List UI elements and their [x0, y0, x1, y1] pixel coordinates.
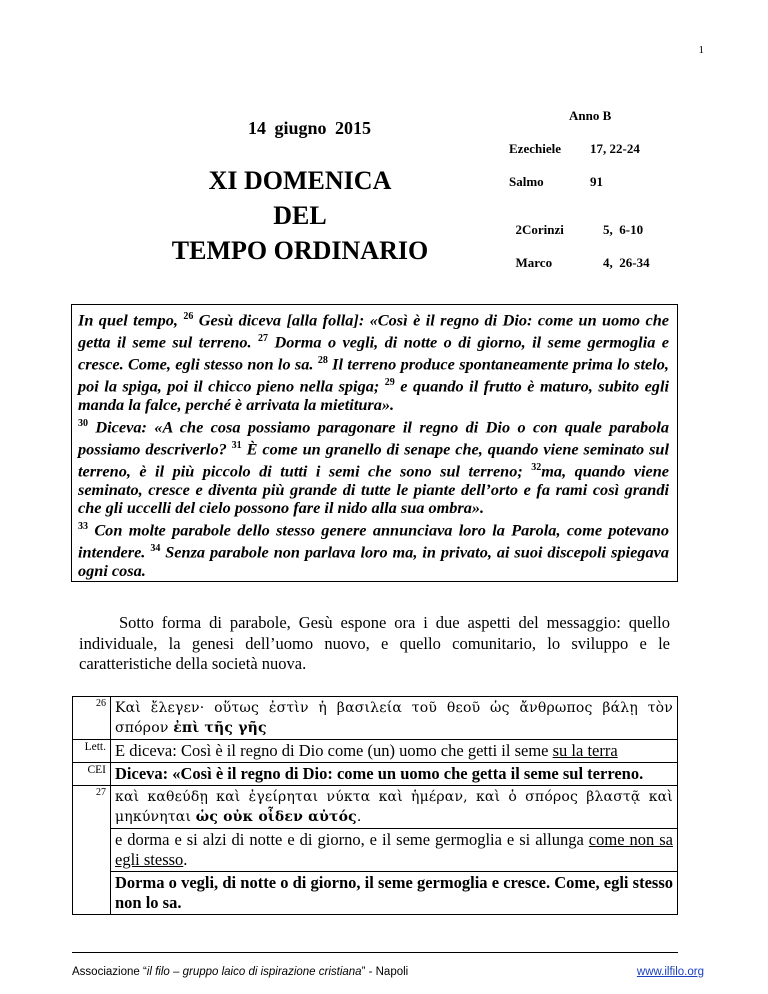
- verse-number: 31: [231, 439, 242, 451]
- gospel-text: È come un granello di senape che, quando viene seminato sul terreno, è il più piccolo di tutti i semi che sono sul terreno;: [78, 439, 669, 481]
- footer-text: Associazione “: [72, 966, 147, 978]
- title-line-1: XI DOMENICA: [208, 166, 392, 195]
- gospel-text: Il terreno produce spontaneamente prima lo stelo, poi la spiga, poi il chicco pieno nella spiga;: [78, 354, 669, 396]
- gospel-text: ma, quando viene seminato, cresce e diventa più grande di tutte le piante dell’orto e fa rami così grandi che gli uccelli del cielo possono fare il nido alla sua ombra».: [78, 461, 669, 518]
- verse-number: 28: [317, 355, 328, 367]
- lett-label: Lett.: [73, 740, 111, 763]
- table-row: [73, 763, 678, 786]
- literal-text-underlined: su la terra: [552, 741, 618, 760]
- greek-text-part: Καὶ ἔλεγεν· οὕτως ἐστὶν ἡ βασιλεία τοῦ θεοῦ ὡς ἄνθρωπος βάλῃ τὸν σπόρον: [115, 700, 673, 736]
- footer-text: ” - Napoli: [361, 966, 409, 978]
- literal-translation: [111, 740, 678, 763]
- gospel-text: Con molte parabole dello stesso genere annunciava loro la Parola, come potevano intendere.: [78, 520, 669, 562]
- reading-row: [509, 174, 603, 190]
- greek-text-part: .: [356, 809, 362, 825]
- verse-label: [73, 697, 111, 740]
- table-row: [73, 829, 678, 872]
- verse-number: 32: [531, 461, 542, 473]
- gospel-text: Gesù diceva [alla folla]: «Così è il regno di Dio: come un uomo che getta il seme sul terreno.: [78, 310, 669, 352]
- website-link[interactable]: www.ilfilo.org: [636, 966, 704, 978]
- reading-book: Salmo: [509, 174, 544, 189]
- reading-row: [509, 239, 650, 271]
- literal-translation: [111, 829, 678, 872]
- table-row: [73, 872, 678, 915]
- page-title: [150, 163, 450, 268]
- verse-number: 27: [96, 787, 106, 798]
- reading-ref: 17, 22-24: [590, 141, 640, 156]
- reading-ref: 4, 26-34: [596, 255, 650, 270]
- gospel-text: In quel tempo,: [78, 310, 184, 330]
- gospel-text: e quando il frutto è maturo, subito egli manda la falce, perché è arrivata la mietitura».: [78, 376, 669, 415]
- footer-association-name: il filo – gruppo laico di ispirazione cristiana: [146, 966, 362, 978]
- greek-text-highlight: ἐπὶ τῆς γῆς: [173, 720, 267, 736]
- gospel-text: Dorma o vegli, di notte o di giorno, il seme germoglia e cresce. Come, egli stesso non lo sa.: [78, 332, 670, 374]
- verse-number: 33: [78, 520, 88, 532]
- cei-translation: Diceva: «Così è il regno di Dio: come un uomo che getta il seme sul terreno.: [111, 763, 678, 786]
- literal-text-underlined: come non sa egli stesso: [115, 830, 673, 869]
- reading-book: 2Corinzi: [515, 222, 564, 237]
- verse-number: 34: [150, 542, 161, 554]
- verse-number: 29: [384, 377, 395, 389]
- literal-text-part: .: [183, 850, 188, 869]
- verse-comparison-table: [72, 696, 678, 915]
- intro-paragraph: Sotto forma di parabole, Gesù espone ora i due aspetti del messaggio: quello individuale, la genesi dell’uomo nuovo, e quello comunitario, lo sviluppo e le caratteristiche della società nuova.: [79, 613, 670, 673]
- cei-translation: Dorma o vegli, di notte o di giorno, il seme germoglia e cresce. Come, egli stesso non lo sa.: [111, 872, 678, 915]
- verse-number: 30: [78, 417, 88, 429]
- footer-divider: [72, 952, 678, 953]
- date: 14 giugno 2015: [248, 118, 372, 138]
- table-row: [73, 697, 678, 740]
- footer-association: [72, 966, 408, 978]
- title-line-3: TEMPO ORDINARIO: [171, 236, 429, 265]
- table-row: [73, 740, 678, 763]
- page-number: 1: [698, 44, 704, 56]
- greek-text: [111, 697, 678, 740]
- reading-ref: 91: [590, 174, 603, 189]
- title-line-2: DEL: [273, 201, 327, 230]
- liturgical-year: Anno B: [569, 108, 612, 123]
- greek-text-part: καὶ καθεύδῃ καὶ ἐγείρηται νύκτα καὶ ἡμέραν, καὶ ὁ σπόρος βλαστᾷ καὶ μηκύνηται: [115, 789, 673, 825]
- literal-text-part: E diceva: Così è il regno di Dio come (un) uomo che getti il seme: [115, 741, 553, 760]
- reading-row: [509, 206, 643, 238]
- reading-book: Marco: [515, 255, 553, 270]
- gospel-text: Diceva: «A che cosa possiamo paragonare il regno di Dio o con quale parabola possiamo descriverlo?: [78, 417, 669, 459]
- verse-number: 26: [96, 698, 106, 709]
- table-row: [73, 786, 678, 829]
- verse-label: [73, 786, 111, 915]
- gospel-text: Senza parabole non parlava loro ma, in privato, ai suoi discepoli spiegava ogni cosa.: [78, 542, 669, 580]
- verse-number: 26: [183, 311, 194, 322]
- verse-number: 27: [258, 333, 269, 345]
- greek-text-highlight: ὡς οὐκ οἶδεν αὐτός: [195, 809, 357, 825]
- reading-row: [509, 141, 640, 157]
- reading-book: Ezechiele: [509, 141, 561, 156]
- gospel-passage: [78, 308, 669, 581]
- greek-text: [111, 786, 678, 829]
- cei-label: CEI: [73, 763, 111, 786]
- reading-ref: 5, 6-10: [596, 222, 644, 237]
- literal-text-part: e dorma e si alzi di notte e di giorno, e il seme germoglia e si allunga: [115, 830, 589, 849]
